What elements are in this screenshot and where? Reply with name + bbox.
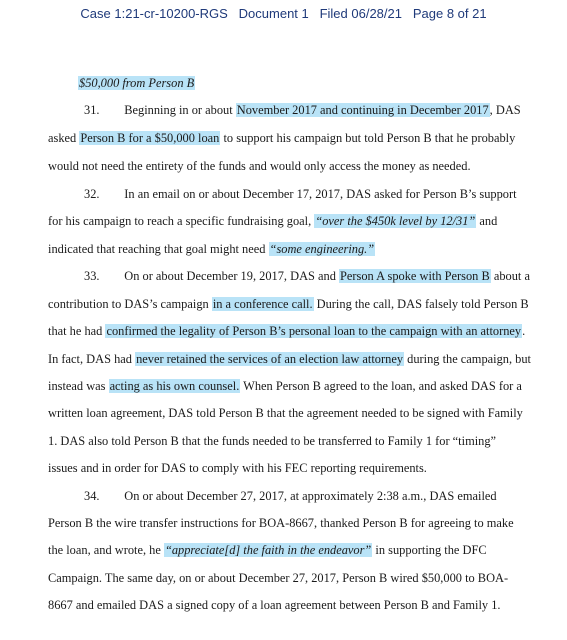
text: instead was — [48, 379, 109, 393]
p33-line-2 — [48, 296, 529, 312]
document-number: Document 1 — [238, 6, 309, 21]
text: When Person B agreed to the loan, and asked DAS for a — [240, 379, 522, 393]
p31-line-2 — [48, 130, 515, 146]
text: In fact, DAS had — [48, 352, 136, 366]
p33-line-3 — [48, 323, 525, 339]
case-number: Case 1:21-cr-10200-RGS — [80, 6, 228, 21]
text: during the campaign, but — [404, 352, 532, 366]
highlight: never retained the services of an election law attorney — [136, 352, 404, 366]
text: for his campaign to reach a specific fundraising goal, — [48, 214, 315, 228]
text: 33. On or about December 19, 2017, DAS and — [84, 269, 339, 283]
p34-line-1: 34. On or about December 27, 2017, at approximately 2:38 a.m., DAS emailed — [84, 489, 497, 503]
text: asked — [48, 131, 80, 145]
p33-line-7: 1. DAS also told Person B that the funds needed to be transferred to Family 1 for “timing” — [48, 434, 497, 448]
highlight: confirmed the legality of Person B’s personal loan to the campaign with an attorney — [106, 324, 522, 338]
p31-line-1 — [84, 102, 521, 118]
highlight: “over the $450k level by 12/31” — [315, 214, 476, 228]
p32-line-1: 32. In an email on or about December 17, 2017, DAS asked for Person B’s support — [84, 187, 517, 201]
text: the loan, and wrote, he — [48, 543, 164, 557]
highlight: “some engineering.” — [269, 242, 375, 256]
filed-date: Filed 06/28/21 — [319, 6, 402, 21]
p31-line-3: would not need the entirety of the funds and would only access the money as needed. — [48, 159, 471, 173]
p33-line-5 — [48, 378, 522, 394]
highlight: acting as his own counsel. — [109, 379, 240, 393]
highlight: Person B for a $50,000 loan — [80, 131, 220, 145]
text: 31. Beginning in or about — [84, 103, 236, 117]
text: and — [476, 214, 498, 228]
text: that he had — [48, 324, 106, 338]
text: about a — [490, 269, 530, 283]
section-heading-text: $50,000 from Person B — [79, 76, 195, 90]
p33-line-1 — [84, 268, 530, 284]
highlight: “appreciate[d] the faith in the endeavor” — [164, 543, 372, 557]
text: indicated that reaching that goal might need — [48, 242, 269, 256]
page-number: Page 8 of 21 — [412, 6, 487, 21]
p34-line-2: Person B the wire transfer instructions for BOA-8667, thanked Person B for agreeing to make — [48, 516, 514, 530]
text: , DAS — [489, 103, 521, 117]
text: . — [522, 324, 526, 338]
case-header — [0, 6, 567, 21]
section-heading — [78, 75, 195, 91]
text: During the call, DAS falsely told Person B — [313, 297, 529, 311]
p32-line-3 — [48, 241, 375, 257]
text: to support his campaign but told Person B that he probably — [220, 131, 516, 145]
p34-line-3 — [48, 542, 487, 558]
p33-line-8: issues and in order for DAS to comply with his FEC reporting requirements. — [48, 461, 427, 475]
p34-line-4: Campaign. The same day, on or about December 27, 2017, Person B wired $50,000 to BOA- — [48, 571, 509, 585]
p32-line-2 — [48, 213, 497, 229]
highlight: November 2017 and continuing in December 2017 — [236, 103, 489, 117]
text: in supporting the DFC — [372, 543, 487, 557]
text: contribution to DAS’s campaign — [48, 297, 212, 311]
p33-line-6: written loan agreement, DAS told Person B that the agreement needed to be signed with Family — [48, 406, 523, 420]
highlight: in a conference call. — [212, 297, 313, 311]
p34-line-5: 8667 and emailed DAS a signed copy of a loan agreement between Person B and Family 1. — [48, 598, 501, 612]
highlight: Person A spoke with Person B — [340, 269, 490, 283]
p33-line-4 — [48, 351, 531, 367]
